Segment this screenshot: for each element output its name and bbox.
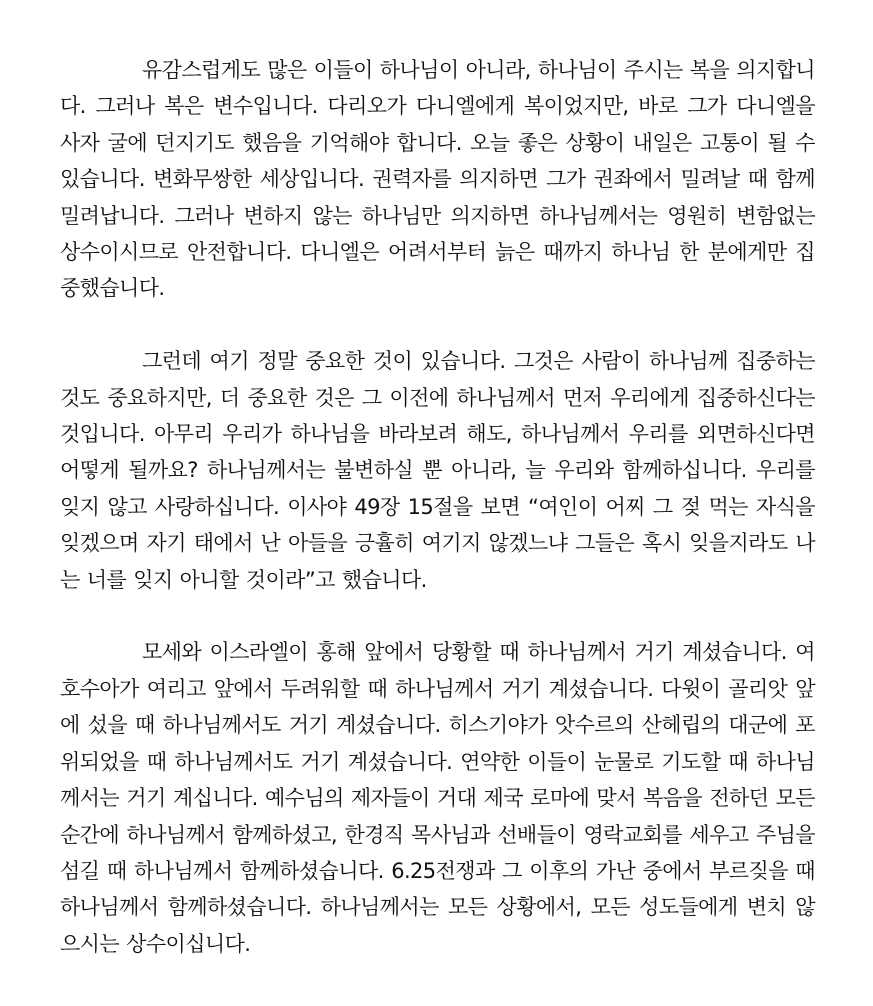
document-page: [60, 52, 815, 962]
paragraph-1: 유감스럽게도 많은 이들이 하나님이 아니라, 하나님이 주시는 복을 의지합니다. 그러나 복은 변수입니다. 다리오가 다니엘에게 복이었지만, 바로 그가 다니엘을 사자 굴에 던지기도 했음을 기억해야 합니다. 오늘 좋은 상황이 내일은 고통이 될 수 있습니다. 변화무쌍한 세상입니다. 권력자를 의지하면 그가 권좌에서 밀려날 때 함께 밀려납니다. 그러나 변하지 않는 하나님만 의지하면 하나님께서는 영원히 변함없는 상수이시므로 안전합니다. 다니엘은 어려서부터 늙은 때까지 하나님 한 분에게만 집중했습니다.: [60, 58, 815, 301]
paragraph-2: 그런데 여기 정말 중요한 것이 있습니다. 그것은 사람이 하나님께 집중하는 것도 중요하지만, 더 중요한 것은 그 이전에 하나님께서 먼저 우리에게 집중하신다는 것입니다. 아무리 우리가 하나님을 바라보려 해도, 하나님께서 우리를 외면하신다면 어떻게 될까요? 하나님께서는 불변하실 뿐 아니라, 늘 우리와 함께하십니다. 우리를 잊지 않고 사랑하십니다. 이사야 49장 15절을 보면 “여인이 어찌 그 젖 먹는 자식을 잊겠으며 자기 태에서 난 아들을 긍휼히 여기지 않겠느냐 그들은 혹시 잊을지라도 나는 너를 잊지 아니할 것이라”고 했습니다.: [60, 349, 815, 592]
paragraph-3: 모세와 이스라엘이 홍해 앞에서 당황할 때 하나님께서 거기 계셨습니다. 여호수아가 여리고 앞에서 두려워할 때 하나님께서 거기 계셨습니다. 다윗이 골리앗 앞에 섰을 때 하나님께서도 거기 계셨습니다. 히스기야가 앗수르의 산헤립의 대군에 포위되었을 때 하나님께서도 거기 계셨습니다. 연약한 이들이 눈물로 기도할 때 하나님께서는 거기 계십니다. 예수님의 제자들이 거대 제국 로마에 맞서 복음을 전하던 모든 순간에 하나님께서 함께하셨고, 한경직 목사님과 선배들이 영락교회를 세우고 주님을 섬길 때 하나님께서 함께하셨습니다. 6.25전쟁과 그 이후의 가난 중에서 부르짖을 때 하나님께서 함께하셨습니다. 하나님께서는 모든 상황에서, 모든 성도들에게 변치 않으시는 상수이십니다.: [60, 640, 815, 956]
